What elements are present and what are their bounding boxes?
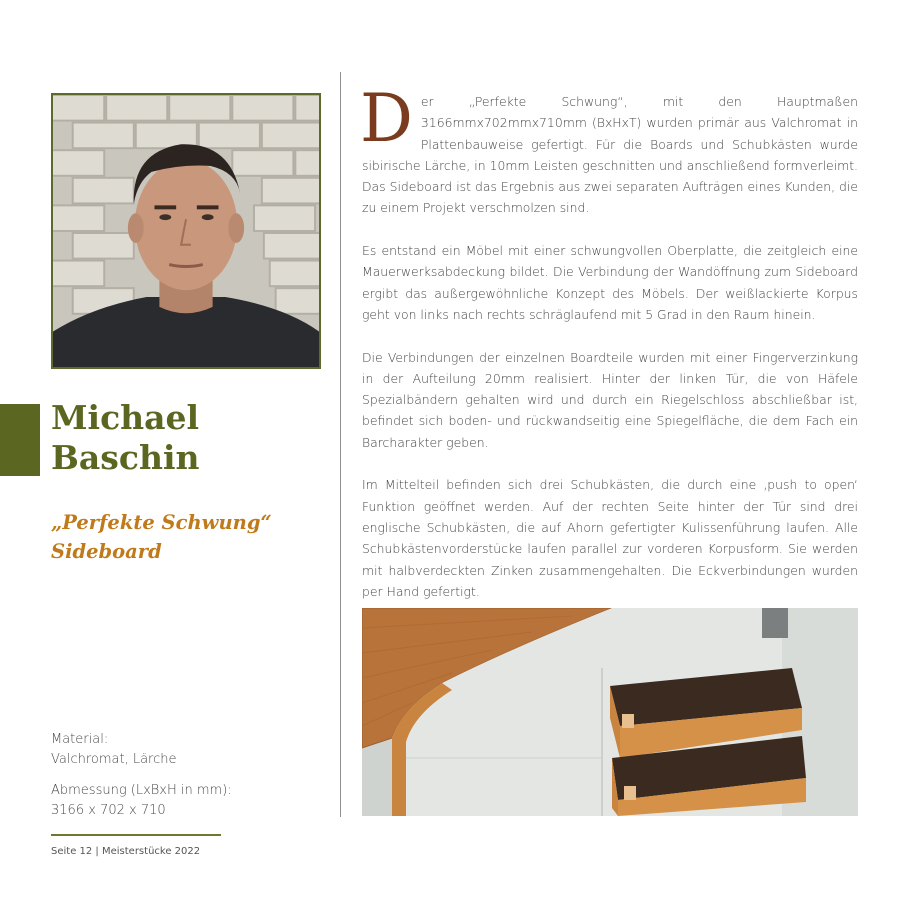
article-paragraph-2: Es entstand ein Möbel mit einer schwungvollen Oberplatte, die zeitgleich eine Mauerwerksabdeckung bildet. Die Verbindung der Wandöffnung zum Sideboard ergibt das außergewöhnliche Konzept des Möbels. Der weißlackierte Korpus geht von links nach rechts schräglaufend mit 5 Grad in den Raum hinein.: [362, 243, 858, 322]
sideboard-image: [362, 608, 858, 816]
footer-rule: [51, 834, 221, 836]
project-title: [51, 508, 331, 566]
first-name: Michael: [51, 398, 200, 437]
material-label: Material:: [51, 732, 109, 747]
last-name: Baschin: [51, 438, 200, 477]
dimension-value: 3166 x 702 x 710: [51, 803, 166, 818]
dimension-label: Abmessung (LxBxH in mm):: [51, 783, 232, 798]
material-value: Valchromat, Lärche: [51, 752, 177, 767]
column-divider: [340, 72, 341, 817]
project-title-line1: „Perfekte Schwung“: [51, 511, 272, 534]
project-title-line2: Sideboard: [51, 540, 162, 563]
accent-bar: [0, 404, 40, 476]
specs-block: [51, 730, 311, 821]
article-paragraph-1: [360, 80, 858, 219]
page-footer: Seite 12 | Meisterstücke 2022: [51, 846, 201, 857]
article-body: [360, 80, 858, 623]
article-paragraph-1-text: er „Perfekte Schwung“, mit den Hauptmaßen 3166mmx702mmx710mm (BxHxT) wurden primär aus Valchromat in Plattenbauweise gefertigt. Für die Boards und Schubkästen wurde sibirische Lärche, in 10mm Leisten geschnitten und anschließend formverleimt. Das Sideboard ist das Ergebnis aus zwei separaten Aufträgen eines Kunden, die zu einem Projekt verschmolzen sind.: [362, 94, 858, 216]
article-paragraph-4: Im Mittelteil befinden sich drei Schubkästen, die durch eine ‚push to open‘ Funktion geöffnet werden. Auf der rechten Seite hinter der Tür sind drei englische Schubkästen, die auf Ahorn gefertigter Kulissenführung laufen. Alle Schubkästenvorderstücke laufen parallel zur vorderen Korpusform. Sie werden mit halbverdeckten Zinken zusammengehalten. Die Eckverbindungen wurden per Hand gefertigt.: [362, 477, 858, 599]
sideboard-photo: [362, 608, 858, 816]
article-paragraph-3: Die Verbindungen der einzelnen Boardteile wurden mit einer Fingerverzinkung in der Aufteilung 20mm realisiert. Hinter der linken Tür, die von Häfele Spezialbändern gehalten wird und durch ein Riegelschloss abschließbar ist, befindet sich boden- und rückwandseitig eine Spiegelfläche, die dem Fach ein Barcharakter geben.: [362, 349, 858, 450]
portrait-photo: [51, 93, 321, 369]
person-name: [51, 398, 321, 478]
dropcap: D: [360, 80, 413, 157]
portrait-image: [53, 95, 319, 367]
